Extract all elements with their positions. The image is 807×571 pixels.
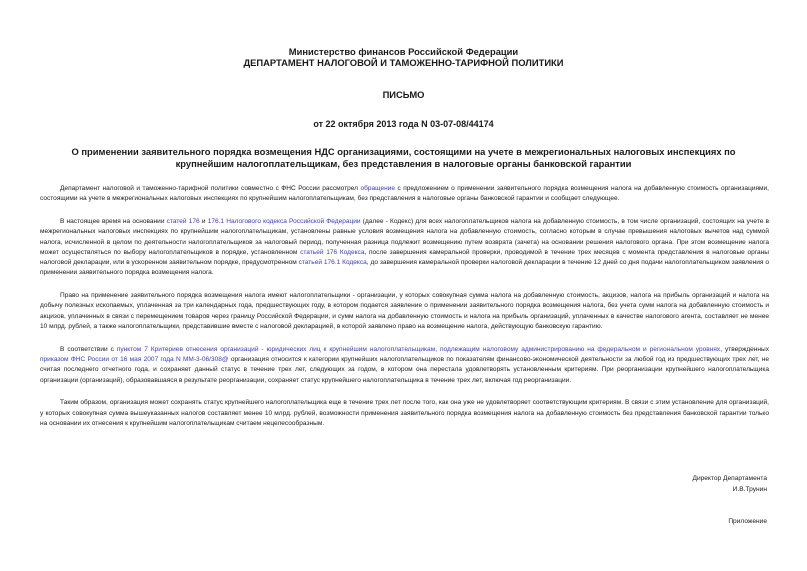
ministry-name: Министерство финансов Российской Федерации [288,46,519,57]
p2-text-d: , после завершения камеральной проверки, проводимой в течение трех месяцев с момента представления в налоговые органы налоговой декларации, или в ускоренном заявительном порядке, предусмотренном [40,248,769,267]
p4-text-c: организация относится к категории крупнейших налогоплательщиков по показателям финансово-экономической деятельности за любой год из предшествующих трех лет, не считая последнего отчетного года, и сохраняет данный статус в течение трех лет, следующих за годом, в котором она перестала удовлетворять установленным критериям. При реорганизации крупнейшего налогоплательщика организации (организаций), образовавшаяся в результате реорганизации, сохраняет статус крупнейшего налогоплательщика в течение трех лет, включая год реорганизации. [40,356,769,384]
department-name: ДЕПАРТАМЕНТ НАЛОГОВОЙ И ТАМОЖЕННО-ТАРИФНОЙ ПОЛИТИКИ [243,57,564,68]
fns-order-link[interactable]: приказом ФНС России от 16 мая 2007 года N ММ-3-06/308@ [40,356,229,364]
letter-subject: О применении заявительного порядка возмещения НДС организациями, состоящими на учете в межрегиональных налоговых инспекциях по крупнейшим налогоплательщикам, без представления в налоговые органы банковской гарантии [71,146,736,169]
criteria-link[interactable]: пунктом 7 Критериев отнесения организаций - юридических лиц к крупнейшим налогоплательщикам, подлежащим налоговому администрированию на федеральном и региональном уровнях [116,345,721,353]
p1-text-b: с предложением о применении заявительного порядка возмещения налога на добавленную стоимость организациями, состоящими на учете в межрегиональных налоговых инспекциях по крупнейшим налогоплательщикам, без представления в налоговые органы банковской гарантии и сообщает следующее. [40,185,769,203]
appendix-label: Приложение [728,518,767,525]
p2-text-a: В настоящее время на основании [60,217,167,225]
appeal-link[interactable]: обращение [360,185,395,192]
letter-body [40,184,769,442]
p5-text: Таким образом, организация может сохранять статус крупнейшего налогоплательщика еще в течение трех лет после того, как она уже не удовлетворяет соответствующим критериям. В связи с этим установление для организаций, у которых совокупная сумма вышеуказанных налогов составляет менее 10 млрд. рублей, возможности применения заявительного порядка возмещения налога на добавленную стоимость без представления банковской гарантии только на основании их отнесения к крупнейшим налогоплательщикам считаем нецелесообразным. [40,399,769,427]
letter-date: от 22 октября 2013 года N 03-07-08/44174 [313,119,494,129]
p2-text-b: и [199,217,208,225]
paragraph-4 [40,345,769,386]
p2-text-e: , до завершения камеральной проверки налоговой декларации в течение 12 дней со дня подачи налогоплательщиком заявления о применении заявительного порядка возмещения налога. [40,259,769,277]
p4-text-a: В соответствии с [60,345,117,353]
paragraph-5 [40,398,769,429]
signature-position: Директор Департамента [692,475,767,482]
p3-text: Право на применение заявительного порядка возмещения налога имеют налогоплательщики - организации, у которых совокупная сумма налога на добавленную стоимость, акцизов, налога на прибыль организаций и налога на добычу полезных ископаемых, уплаченная за три календарных года, предшествующих году, в котором подается заявление о применении заявительного порядка возмещения налога, без учета сумм налога на добавленную стоимость и акцизов, уплаченных в связи с перемещением товаров через границу Российской Федерации, и сумм налога на добавленную стоимость и налога на прибыль организаций, уплаченных в качестве налогового агента, составляет не менее 10 млрд. рублей, а также налогоплательщики, представившие вместе с налоговой декларацией, в которой заявлено право на возмещение налога, действующую банковскую гарантию. [40,292,769,331]
paragraph-3 [40,291,769,332]
article-176-1-code-link[interactable]: статьей 176.1 Кодекса [298,259,367,267]
p2-text-c: (далее - Кодекс) для всех налогоплательщиков налога на добавленную стоимость, в том числе организаций, состоящих на учете в межрегиональных налоговых инспекциях по крупнейшим налогоплательщикам, установлены равные условия возмещения налога на добавленную стоимость, согласно которым в случае превышения налоговых вычетов над суммой налога, исчисленной в целом по деятельности налогоплательщиков за налоговый период, полученная разница подлежит возмещению путем возврата (зачета) на основании решения налогового органа. При этом возмещение налога может осуществляться по выбору налогоплательщиков в порядке, установленном [40,217,769,256]
tax-code-link[interactable]: 176.1 Налогового кодекса Российской Федерации [207,217,361,225]
signature-name: И.В.Трунин [732,486,767,493]
paragraph-1 [40,184,769,205]
letter-title: ПИСЬМО [382,89,425,100]
article-176-link[interactable]: статей 176 [166,217,200,225]
p4-text-b: , утвержденных [720,345,769,353]
paragraph-2 [40,217,769,279]
p1-text-a: Департамент налоговой и таможенно-тарифной политики совместно с ФНС России рассмотрел [60,185,361,192]
article-176-code-link[interactable]: статьей 176 Кодекса [300,248,365,256]
